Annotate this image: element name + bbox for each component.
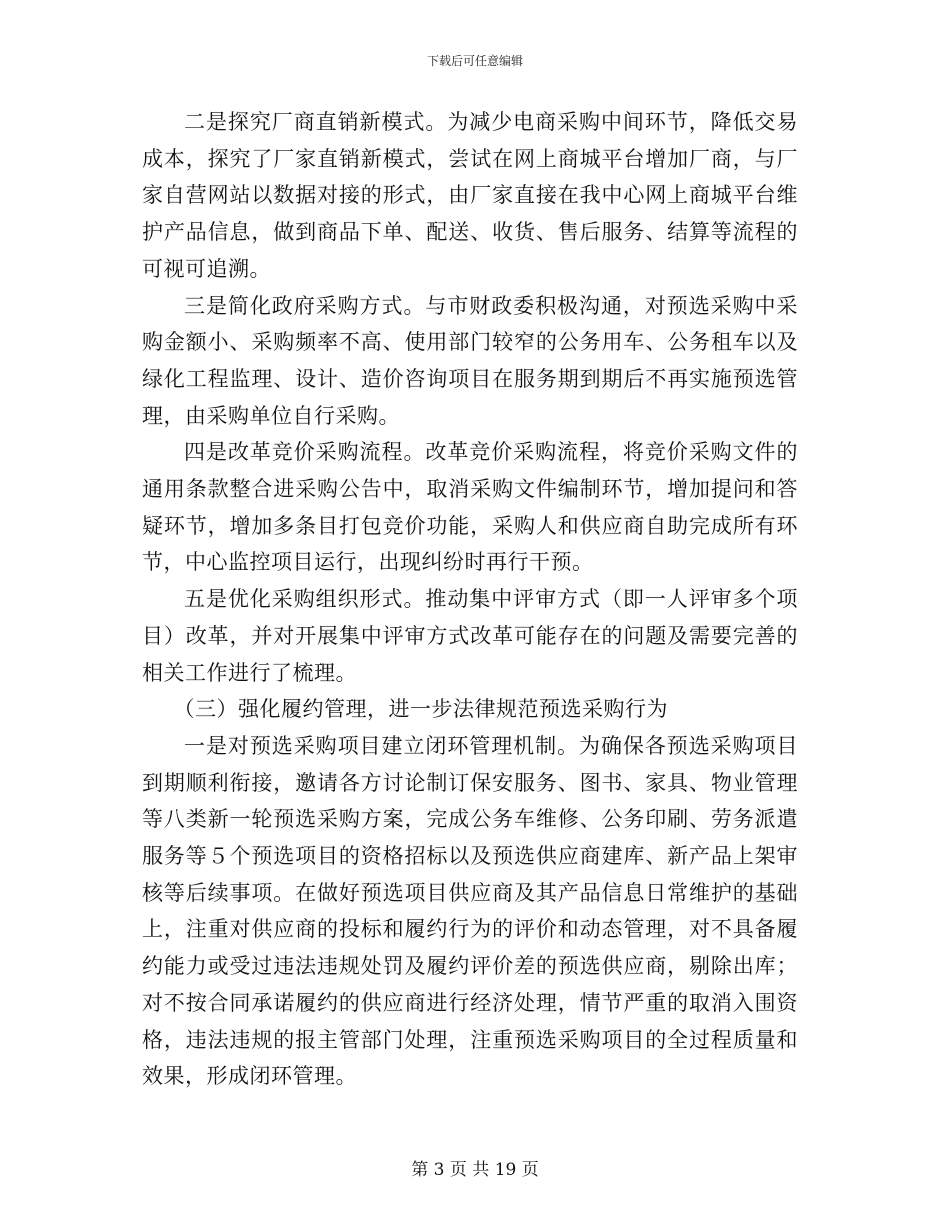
section-heading: （三）强化履约管理，进一步法律规范预选采购行为 <box>173 697 668 722</box>
paragraph-closed-loop: 一是对预选采购项目建立闭环管理机制。为确保各预选采购项目到期顺利衔接，邀请各方讨论制订保安服务、图书、家具、物业管理等八类新一轮预选采购方案，完成公务车维修、公务印刷、劳务派遣服务等５个预选项目的资格招标以及预选供应商建库、新产品上架审核等后续事项。在做好预选项目供应商及其产品信息日常维护的基础上，注重对供应商的投标和履约行为的评价和动态管理，对不具备履约能力或受过违法违规处罚及履约评价差的预选供应商，剔除出库；对不按合同承诺履约的供应商进行经济处理，情节严重的取消入围资格，违法违规的报主管部门处理，注重预选采购项目的全过程质量和效果，形成闭环管理。 <box>142 733 798 1089</box>
paragraph-direct-sales: 二是探究厂商直销新模式。为减少电商采购中间环节，降低交易成本，探究了厂家直销新模式，尝试在网上商城平台增加厂商，与厂家自营网站以数据对接的形式，由厂家直接在我中心网上商城平台维护产品信息，做到商品下单、配送、收货、售后服务、结算等流程的可视可追溯。 <box>142 110 798 281</box>
document-body <box>142 104 798 1095</box>
paragraph-simplify-procurement: 三是简化政府采购方式。与市财政委积极沟通，对预选采购中采购金额小、采购频率不高、使用部门较窄的公务用车、公务租车以及绿化工程监理、设计、造价咨询项目在服务期到期后不再实施预选管理，由采购单位自行采购。 <box>142 293 798 428</box>
paragraph-bidding-reform: 四是改革竞价采购流程。改革竞价采购流程，将竞价采购文件的通用条款整合进采购公告中，取消采购文件编制环节，增加提问和答疑环节，增加多条目打包竞价功能，采购人和供应商自助完成所有环节，中心监控项目运行，出现纠纷时再行干预。 <box>142 440 798 575</box>
page-number: 第 3 页 共 19 页 <box>411 1160 539 1180</box>
page-header: 下载后可任意编辑 <box>426 54 523 68</box>
paragraph-organization-form: 五是优化采购组织形式。推动集中评审方式（即一人评审多个项目）改革，并对开展集中评审方式改革可能存在的问题及需要完善的相关工作进行了梳理。 <box>142 587 798 685</box>
